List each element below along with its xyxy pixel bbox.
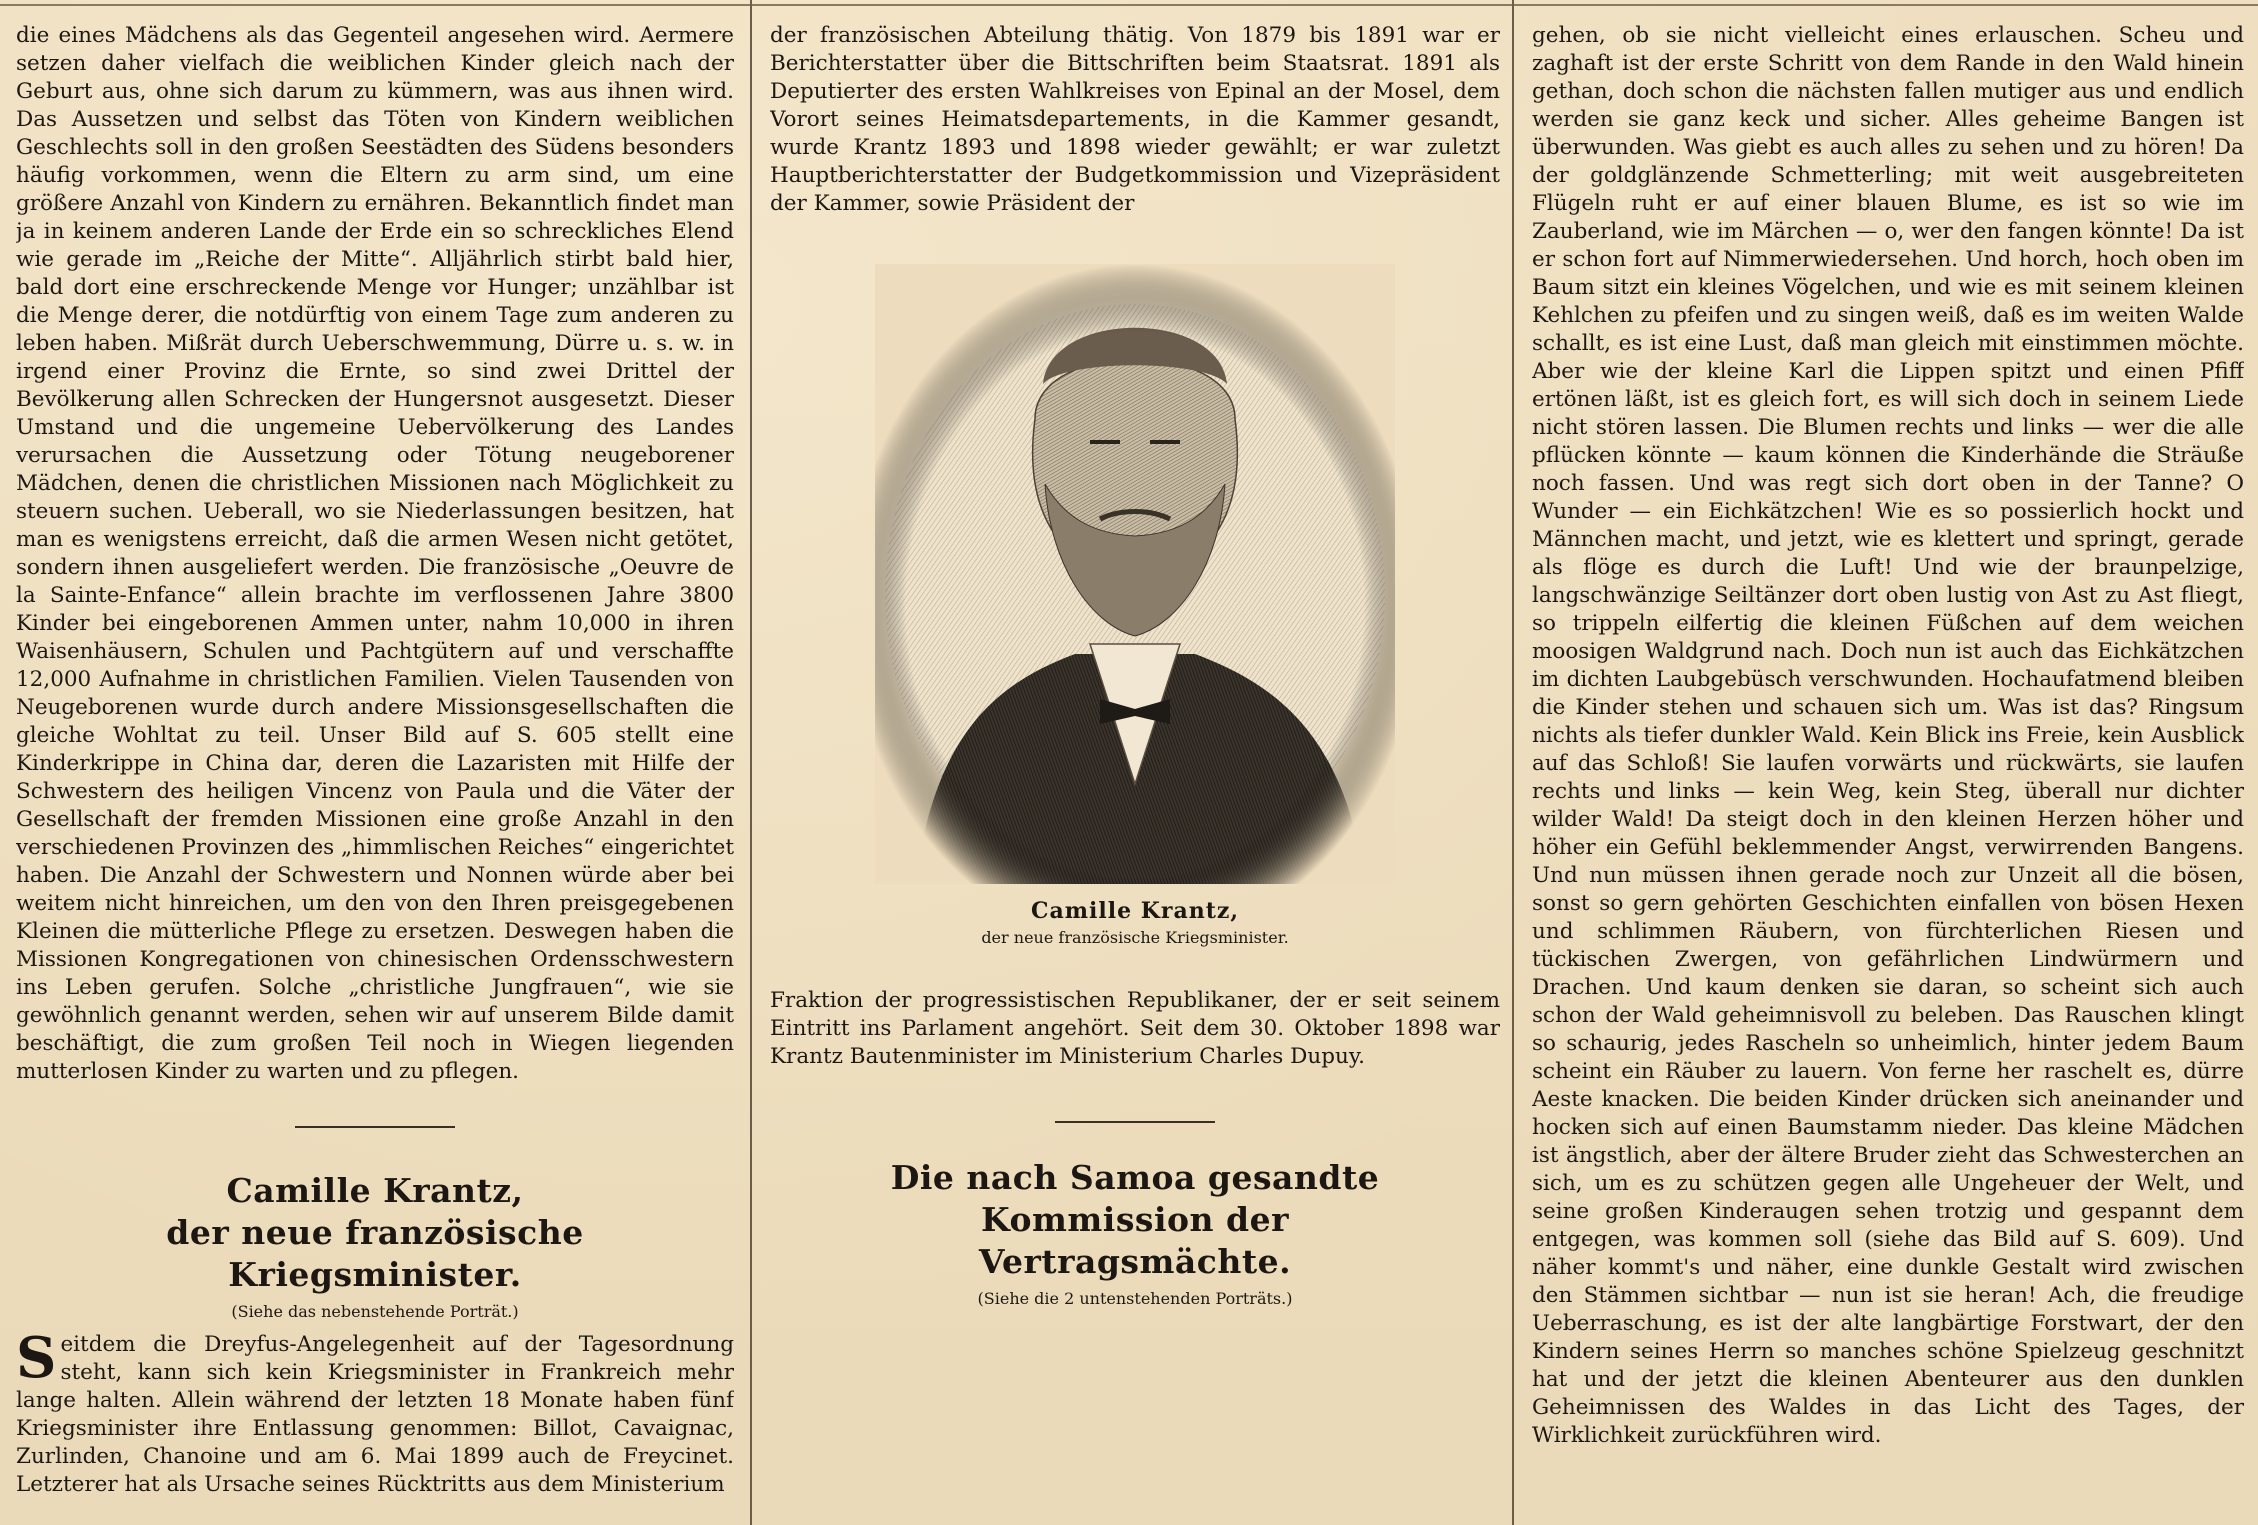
krantz-bio-continued: Fraktion der progressistischen Republikaner, der er seit seinem Eintritt ins Parlament angehört. Seit dem 30. Oktober 1898 war Krantz Bautenminister im Ministerium Charles Dupuy. <box>770 988 1500 1069</box>
china-article-text: die eines Mädchens als das Gegenteil angesehen wird. Aermere setzen daher vielfach die weiblichen Kinder gleich nach der Geburt aus, ohne sich darum zu kümmern, was aus ihnen wird. Das Aussetzen und selbst das Töten von Kindern weiblichen Geschlechts soll in den großen Seestädten des Südens besonders häufig vorkommen, wenn die Eltern zu arm sind, um eine größere Anzahl von Kindern zu ernähren. Bekanntlich findet man ja in keinem anderen Lande der Erde ein so schreckliches Elend wie gerade im „Reiche der Mitte“. Alljährlich stirbt bald hier, bald dort eine erschreckende Menge vor Hunger; unzählbar ist die Menge derer, die notdürftig von einem Tage zum anderen zu leben haben. Mißrät durch Ueberschwemmung, Dürre u. s. w. in irgend einer Provinz die Ernte, so sind zwei Drittel der Bevölkerung allen Schrecken der Hungersnot ausgesetzt. Dieser Umstand und die ungemeine Uebervölkerung des Landes verursachen die Aussetzung oder Tötung neugeborener Mädchen, denen die christlichen Missionen nach Möglichkeit zu steuern suchen. Ueberall, wo sie Niederlassungen besitzen, hat man es wenigstens erreicht, daß die armen Wesen nicht getötet, sondern ihnen ausgeliefert werden. Die französische „Oeuvre de la Sainte-Enfance“ allein brachte im verflossenen Jahre 3800 Kinder bei eingeborenen Ammen unter, nahm 10,000 in ihren Waisenhäusern, Schulen und Pachtgütern auf und verschaffte 12,000 Aufnahme in christlichen Familien. Vielen Tausenden von Neugeborenen wurde durch andere Missionsgesellschaften die gleiche Wohltat zu teil. Unser Bild auf S. 605 stellt eine Kinderkrippe in China dar, deren die Lazaristen mit Hilfe der Schwestern des heiligen Vincenz von Paula und die Väter der Gesellschaft der fremden Missionen eine große Anzahl in den verschiedenen Provinzen des „himmlischen Reiches“ eingerichtet haben. Die Anzahl der Schwestern und Nonnen würde aber bei weitem nicht hinreichen, um den von den Ihren preisgegebenen Kleinen die mütterliche Pflege zu ersetzen. Deswegen haben die Missionen Kongregationen von chinesischen Ordensschwestern ins Leben gerufen. Solche „christliche Jungfrauen“, wie sie gewöhnlich genannt werden, sehen wir auf unserem Bilde damit beschäftigt, die zum großen Teil noch in Wiegen liegenden mutterlosen Kinder zu warten und zu pflegen. <box>16 23 734 1084</box>
dropcap-letter: S <box>16 1325 57 1391</box>
column-right <box>1532 22 2244 1522</box>
portrait-caption-name: Camille Krantz, <box>1030 898 1240 924</box>
portrait-caption-sub: der neue französische Kriegsminister. <box>981 928 1289 947</box>
top-border <box>0 4 2258 6</box>
article-title-line2: der neue französische Kriegsminister. <box>166 1213 584 1294</box>
krantz-article-text <box>16 1325 734 1499</box>
krantz-bio-text: der französischen Abteilung thätig. Von 1879 bis 1891 war er Berichterstatter über die Bittschriften beim Staatsrat. 1891 als Deputierter des ersten Wahlkreises von Epinal an der Mosel, dem Vorort seines Heimatsdepartements, in die Kammer gesandt, wurde Krantz 1893 und 1898 wieder gewählt; er war zuletzt Hauptberichterstatter der Budgetkommission und Vizepräsident der Kammer, sowie Präsident der <box>770 23 1500 216</box>
article-note: (Siehe das nebenstehende Porträt.) <box>231 1302 519 1321</box>
forest-story-text: gehen, ob sie nicht vielleicht eines erlauschen. Scheu und zaghaft ist der erste Schritt von dem Rande in den Wald hinein gethan, doch schon die nächsten fallen mutiger aus und endlich werden sie ganz keck und sicher. Alles geheime Bangen ist überwunden. Was giebt es auch alles zu sehen und zu hören! Da der goldglänzende Schmetterling; mit weit ausgebreiteten Flügeln ruht er auf einer blauen Blume, es ist so wie im Zauberland, wie im Märchen — o, wer den fangen könnte! Da ist er schon fort auf Nimmerwiedersehen. Und horch, hoch oben im Baum sitzt ein kleines Vögelchen, und wie es mit seinem kleinen Kehlchen zu pfeifen und zu singen weiß, daß es im weiten Walde schallt, es ist eine Lust, daß man gleich mit einstimmen möchte. Aber wie der kleine Karl die Lippen spitzt und einen Pfiff ertönen läßt, ist es gleich fort, es will sich doch in seinem Liede nicht stören lassen. Die Blumen rechts und links — wer die alle pflücken könnte — kaum können die Kinderhände die Sträuße noch fassen. Und was regt sich dort oben in der Tanne? O Wunder — ein Eichkätzchen! Wie es so possierlich hockt und Männchen macht, und jetzt, wie es klettert und springt, gerade als flöge es durch die Luft! Und wie der braunpelzige, langschwänzige Seiltänzer dort oben lustig von Ast zu Ast fliegt, so trippeln eilfertig die kleinen Füßchen auf dem weichen moosigen Waldgrund nach. Doch nun ist auch das Eichkätzchen im dichten Laubgebüsch verschwunden. Hochaufatmend bleiben die Kinder stehen und schauen sich um. Was ist das? Ringsum nichts als tiefer dunkler Wald. Kein Blick ins Freie, kein Ausblick auf das Schloß! Sie laufen vorwärts und rückwärts, sie laufen rechts und links — kein Weg, kein Steg, überall nur dichter wilder Wald! Da steigt doch in den kleinen Herzen höher und höher ein Gefühl beklemmender Angst, verwirrenden Bangens. Und nun müssen ihnen gerade noch zur Unzeit all die bösen, sonst so gern gehörten Geschichten einfallen von bösen Hexen und schlimmen Räubern, von fürchterlichen Riesen und tückischen Zwergen, von gefährlichen Lindwürmern und Drachen. Und kaum denken sie daran, so scheint sich auch schon der Wald geheimnisvoll zu beleben. Das Rauschen klingt so schaurig, jedes Rascheln so unheimlich, hinter jedem Baum scheint ein Räuber zu lauern. Von ferne her raschelt es, dürre Aeste knacken. Die beiden Kinder drücken sich aneinander und hocken sich auf einen Baumstamm nieder. Das kleine Mädchen ist ängstlich, aber der ältere Bruder zieht das Schwesterchen an sich, um es zu schützen gegen alle Ungeheuer der Welt, und seine großen Kinderaugen sehen trotzig und gespannt dem entgegen, was kommen soll (siehe das Bild auf S. 609). Und näher kommt's und näher, eine dunkle Gestalt wird zwischen den Stämmen sichtbar — nun ist sie heran! Ach, die freudige Ueberraschung, es ist der alte langbärtige Forstwart, der den Kindern seines Herrn so manches schöne Spielzeug geschnitzt hat und der jetzt die kleinen Abenteurer aus den dunklen Geheimnissen des Waldes in das Licht des Tages, der Wirklichkeit zurückführen wird. <box>1532 23 2244 1448</box>
portrait-engraving <box>875 264 1395 884</box>
krantz-article-body: eitdem die Dreyfus-Angelegenheit auf der Tagesordnung steht, kann sich kein Kriegsminister in Frankreich mehr lange halten. Allein während der letzten 18 Monate haben fünf Kriegsminister ihre Entlassung genommen: Billot, Cavaignac, Zurlinden, Chanoine und am 6. Mai 1899 auch de Freycinet. Letzterer hat als Ursache seines Rücktritts aus dem Ministerium <box>16 1332 734 1497</box>
column-rule-right <box>1512 0 1514 1525</box>
portrait-image <box>875 264 1395 884</box>
column-left <box>16 22 734 1522</box>
samoa-title-line1: Die nach Samoa gesandte Kommission der <box>890 1158 1380 1239</box>
article-title-line1: Camille Krantz, <box>226 1171 524 1210</box>
samoa-note: (Siehe die 2 untenstehenden Porträts.) <box>977 1289 1293 1308</box>
samoa-title-line2: Vertragsmächte. <box>978 1242 1292 1281</box>
column-middle <box>770 22 1500 1522</box>
column-rule-left <box>750 0 752 1525</box>
